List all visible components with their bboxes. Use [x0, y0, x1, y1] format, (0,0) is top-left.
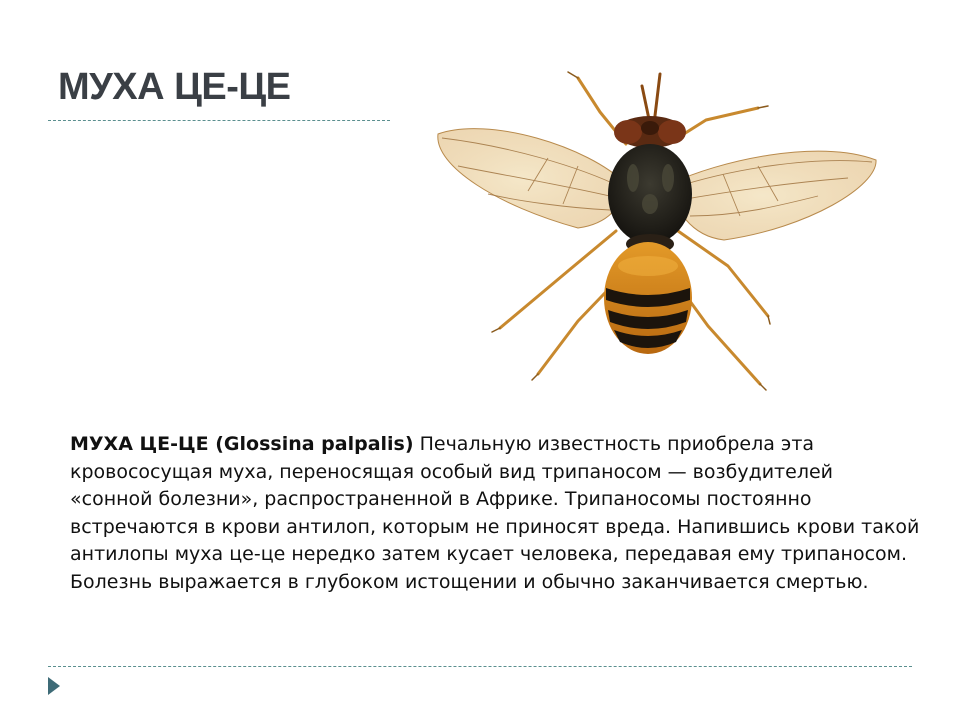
description-text: Печальную известность приобрела эта кровососущая муха, переносящая особый вид трипаносом — возбудителей «сонной болезни», распространенной в Африке. Трипаносомы постоянно встречаются в крови антилоп, которым не приносят вреда. Напившись крови такой антилопы муха це-це нередко затем кусает человека, передавая ему трипаносом. Болезнь выражается в глубоком истощении и обычно заканчивается смертью.	[70, 433, 920, 593]
slide-title: МУХА ЦЕ-ЦЕ	[58, 66, 291, 108]
footer-divider	[48, 666, 912, 667]
triangle-right-icon	[48, 677, 60, 695]
species-name: МУХА ЦЕ-ЦЕ (Glossina palpalis)	[70, 433, 414, 455]
title-divider	[48, 120, 390, 121]
description-paragraph	[70, 431, 920, 596]
tsetse-fly-image	[428, 66, 888, 396]
